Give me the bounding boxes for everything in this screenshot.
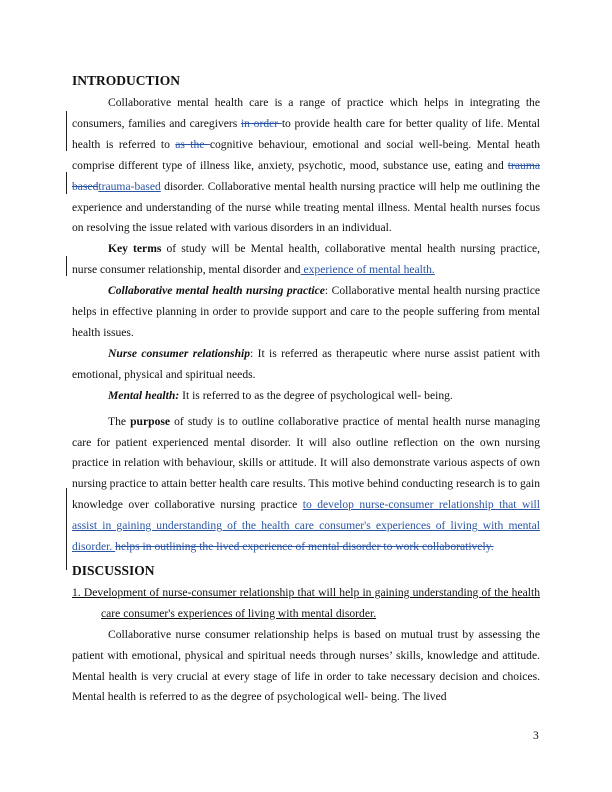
paragraph: Collaborative nurse consumer relationship helps is based on mutual trust by assessing the patient with emotional, physical and spiritual needs through nurses’ skills, knowledge and attitude. Mental health is very crucial at every stage of life in order to take necessary decision and choices. Mental health is referred to as the degree of psychological well- being. The lived: [72, 627, 540, 704]
deleted-text: trauma based: [72, 158, 540, 193]
document-page: [72, 71, 540, 708]
paragraph: [72, 281, 540, 344]
discussion-heading: DISCUSSION: [72, 562, 155, 578]
deleted-text: as the: [175, 137, 210, 151]
text-run: purpose: [130, 414, 171, 428]
text-run: Key terms: [108, 242, 162, 256]
paragraph: [72, 239, 540, 281]
text-run: of study will be Mental health, collaborative mental health nursing practice, nurse consumer relationship, mental disorder and: [72, 242, 541, 277]
deleted-text: helps in outlining the lived experience of mental disorder to work collaboratively.: [115, 540, 494, 554]
inserted-text: trauma-based: [98, 179, 161, 193]
inserted-text: experience of mental health.: [300, 263, 435, 277]
change-bar: [66, 172, 67, 194]
change-bar: [66, 488, 67, 570]
paragraph: [72, 386, 540, 407]
text-run: Mental health:: [108, 388, 180, 402]
text-run: The: [108, 414, 131, 428]
text-run: : Collaborative mental health nursing practice helps in effective planning in order to provide support and care to the people suffering from mental health issues.: [72, 284, 540, 339]
page-number: 3: [533, 729, 539, 742]
change-bar: [66, 256, 67, 276]
text-run: Collaborative mental health nursing practice: [108, 284, 325, 298]
inserted-text: to develop nurse-consumer relationship that will assist in gaining understanding of the health care consumer's experiences of living with mental disorder.: [72, 498, 540, 554]
deleted-text: in order: [240, 116, 282, 130]
text-run: disorder. Collaborative mental health nursing practice will help me outlining the experience and understanding of the nurse while treating mental illness. Mental health nurses focus on resolving the issue related with various disorders in an individual.: [72, 179, 540, 235]
text-run: Nurse consumer relationship: [108, 346, 251, 360]
paragraph: [72, 93, 540, 239]
discussion-item-heading: 1. Development of nurse-consumer relationship that will help in gaining understanding of the health care consumer's experiences of living with mental disorder.: [72, 585, 540, 620]
paragraph: [72, 344, 540, 386]
text-run: to provide health care for better quality of life. Mental health is referred to: [72, 116, 540, 151]
change-bar: [66, 111, 67, 151]
text-run: : It is referred as therapeutic where nurse assist patient with emotional, physical and spiritual needs.: [72, 346, 540, 381]
intro-heading: INTRODUCTION: [72, 73, 181, 88]
text-run: Collaborative mental health care is a range of practice which helps in integrating the consumers, families and caregivers: [72, 96, 540, 130]
text-run: cognitive behaviour, emotional and social well-being. Mental heath comprise different type of illness like, anxiety, psychotic, mood, substance use, eating and: [72, 137, 540, 172]
text-run: of study is to outline collaborative practice of mental health nurse managing care for patient experienced mental disorder. It will also outline reflection on the own nursing practice in relation with behaviour, skills or attitude. It will also demonstrate various aspects of own nursing practice to attain better health care results. This motive behind conducting research is to gain knowledge over collaborative nursing practice: [72, 414, 540, 512]
paragraph: [72, 412, 540, 558]
text-run: It is referred to as the degree of psychological well- being.: [179, 388, 453, 402]
